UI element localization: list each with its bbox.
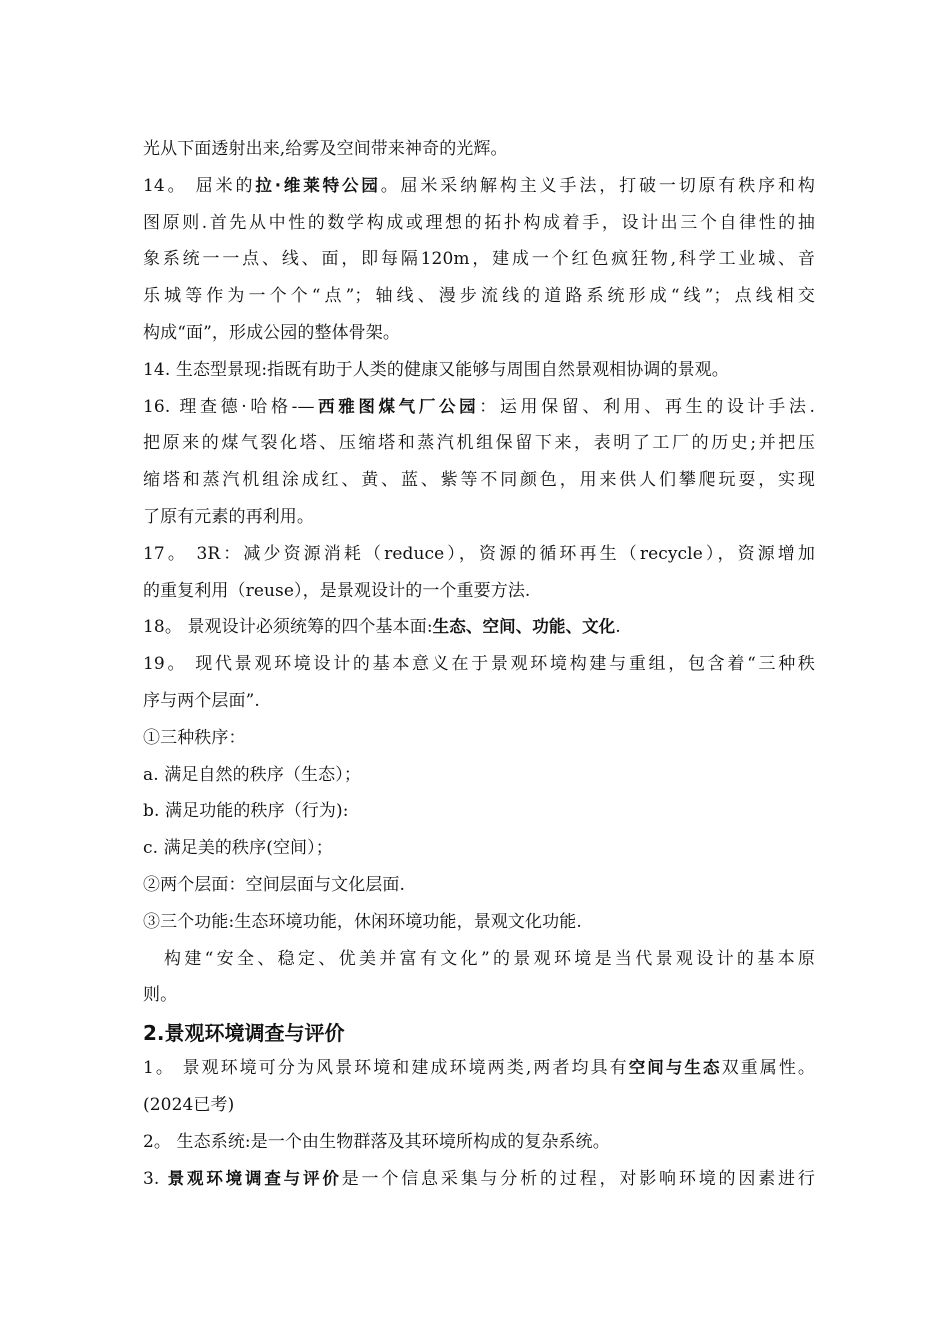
text-line: [143, 646, 815, 683]
text-run: 乐城等作为一个个“点”；轴线、漫步流线的道路系统形成“线”；点线相交: [143, 286, 815, 307]
bold-text: 生态、空间、功能、文化: [432, 617, 616, 637]
text-line: [143, 793, 815, 830]
text-line: [143, 904, 815, 941]
text-line: [143, 573, 815, 610]
text-run: 。屈米采纳解构主义手法，打破一切原有秩序和构: [380, 175, 815, 196]
text-line: [143, 867, 815, 904]
text-line: [143, 131, 815, 168]
bold-text: 空间与生态: [628, 1058, 722, 1078]
text-run: c. 满足美的秩序(空间）；: [143, 838, 333, 859]
text-run: 双重属性。: [721, 1058, 816, 1079]
text-run: 构成“面”，形成公园的整体骨架。: [143, 322, 400, 343]
text-run: ①三种秩序：: [143, 727, 246, 748]
text-line: [143, 352, 815, 389]
bold-text: 西雅图煤气厂公园: [314, 396, 480, 416]
text-line: [143, 1124, 815, 1161]
text-run: 序与两个层面”.: [143, 690, 260, 711]
text-run: .: [615, 617, 621, 638]
text-line: [143, 205, 815, 242]
text-run: 把原来的煤气裂化塔、压缩塔和蒸汽机组保留下来，表明了工厂的历史;并把压: [143, 433, 815, 454]
text-line: [143, 830, 815, 867]
document-body: [143, 131, 815, 1197]
text-line: [143, 609, 815, 646]
text-run: 象系统一一点、线、面，即每隔120m，建成一个红色疯狂物,科学工业城、音: [143, 249, 815, 270]
bold-text: 拉·维莱特公园: [255, 175, 381, 195]
text-line: [143, 683, 815, 720]
text-line: [143, 977, 815, 1014]
section-heading: 2.景观环境调查与评价: [143, 1021, 345, 1046]
text-run: 1。 景观环境可分为风景环境和建成环境两类,两者均具有: [143, 1058, 629, 1079]
text-line: [143, 462, 815, 499]
bold-text: 景观环境调查与评价: [167, 1168, 342, 1188]
text-line: [143, 757, 815, 794]
text-line: [143, 425, 815, 462]
text-line: [143, 536, 815, 573]
text-line: [143, 499, 815, 536]
text-run: 2。 生态系统:是一个由生物群落及其环境所构成的复杂系统。: [143, 1131, 610, 1152]
text-run: 的重复利用（reuse），是景观设计的一个重要方法.: [143, 580, 531, 601]
text-line: [143, 389, 815, 426]
text-run: ②两个层面：空间层面与文化层面.: [143, 874, 406, 895]
text-line: [143, 168, 815, 205]
text-line: [143, 941, 815, 978]
text-run: 了原有元素的再利用。: [143, 506, 314, 527]
text-run: 则。: [143, 985, 178, 1006]
text-run: (2024已考): [143, 1094, 235, 1115]
text-run: ③三个功能:生态环境功能，休闲环境功能，景观文化功能.: [143, 911, 582, 932]
text-run: 18。 景观设计必须统筹的四个基本面:: [143, 617, 433, 638]
text-run: 缩塔和蒸汽机组涂成红、黄、蓝、紫等不同颜色，用来供人们攀爬玩耍，实现: [143, 470, 815, 491]
text-run: 光从下面透射出来,给雾及空间带来神奇的光辉。: [143, 139, 508, 159]
text-line: [143, 278, 815, 315]
text-run: 14. 生态型景现:指既有助于人类的健康又能够与周围自然景观相协调的景观。: [143, 359, 729, 380]
text-run: 19。 现代景观环境设计的基本意义在于景观环境构建与重组，包含着“三种秩: [143, 654, 815, 675]
text-run: a. 满足自然的秩序（生态）；: [143, 764, 361, 785]
text-run: 3.: [143, 1168, 168, 1189]
text-line: [143, 1050, 815, 1087]
text-run: 17。 3R：减少资源消耗（reduce），资源的循环再生（recycle），资源增加: [143, 543, 815, 564]
text-line: [143, 241, 815, 278]
text-run: 14。 屈米的: [143, 175, 256, 196]
text-run: 构建“安全、稳定、优美并富有文化”的景观环境是当代景观设计的基本原: [164, 948, 815, 969]
text-run: 图原则.首先从中性的数学构成或理想的拓扑构成着手，设计出三个自律性的抽: [143, 212, 815, 233]
text-line: [143, 1161, 815, 1198]
text-run: 是一个信息采集与分析的过程，对影响环境的因素进行: [341, 1168, 815, 1189]
text-run: 16. 理查德·哈格-—: [143, 396, 315, 417]
text-line: [143, 315, 815, 352]
text-line: [143, 720, 815, 757]
text-run: ：运用保留、利用、再生的设计手法.: [479, 396, 815, 417]
text-line: [143, 1087, 815, 1124]
text-run: b. 满足功能的秩序（行为):: [143, 801, 349, 822]
